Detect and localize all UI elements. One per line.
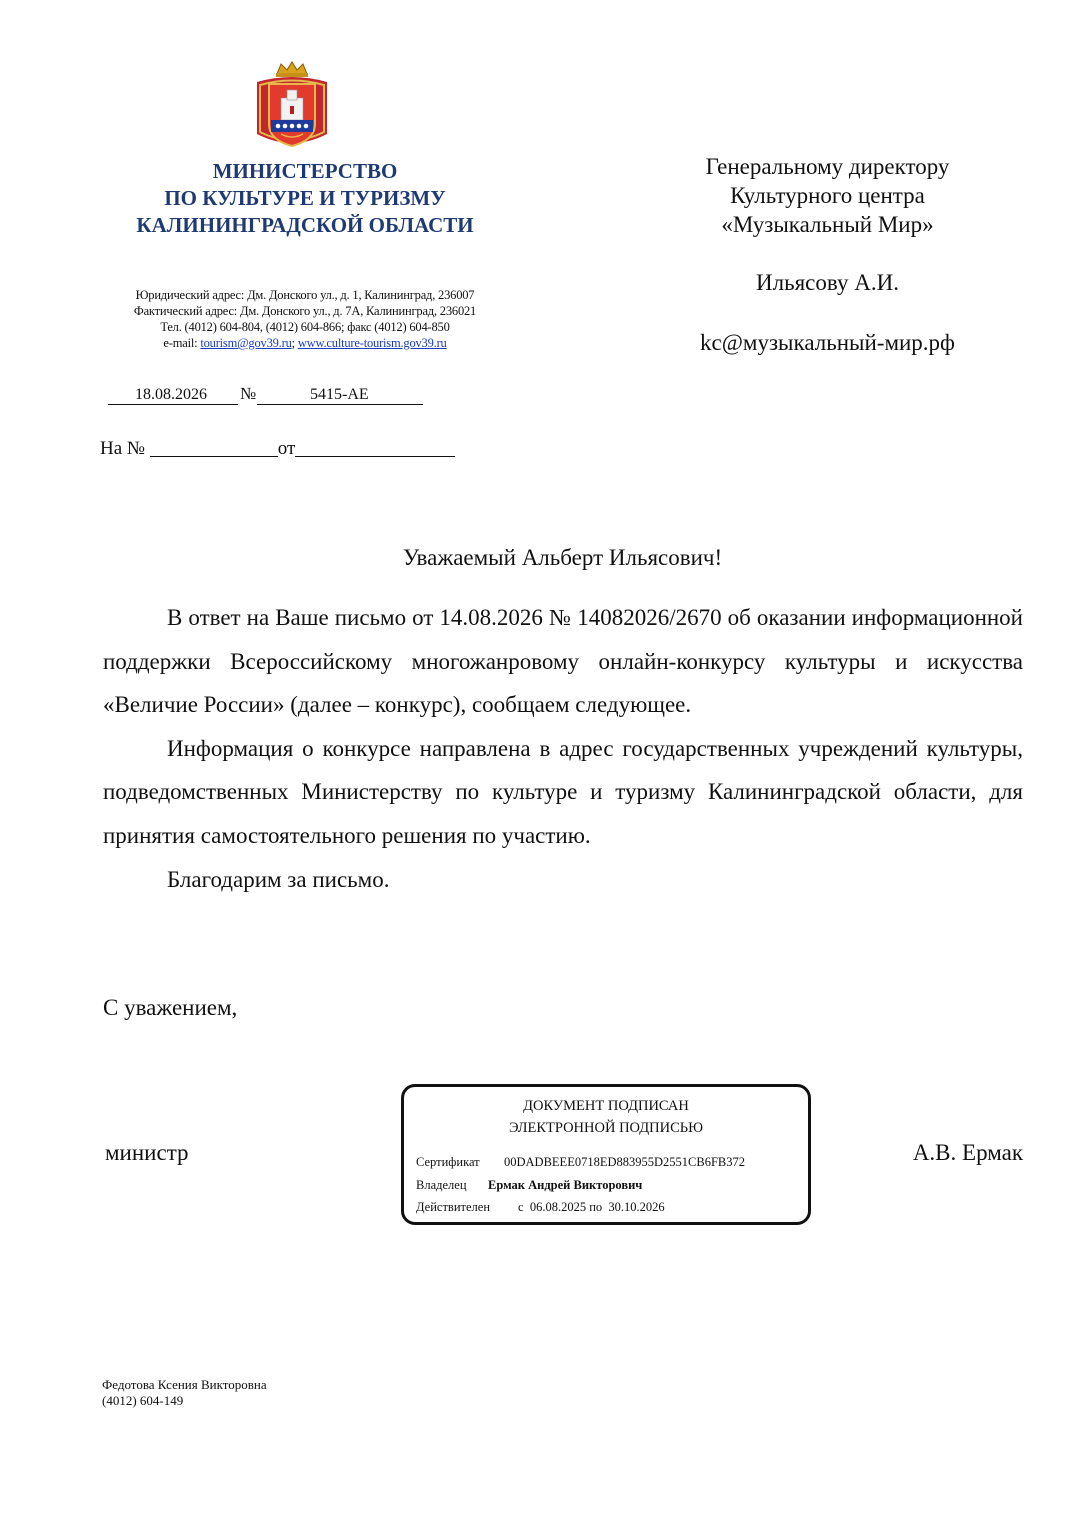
- ministry-title: [100, 158, 510, 239]
- stamp-title-2: ЭЛЕКТРОННОЙ ПОДПИСЬЮ: [508, 1120, 704, 1136]
- executor-name: Федотова Ксения Викторовна: [102, 1377, 267, 1392]
- validity-row: Действителен с 06.08.2025 по 30.10.2026: [416, 1200, 665, 1214]
- legal-address: Юридический адрес: Дм. Донского ул., д. 1, Калининград, 236007: [135, 288, 475, 302]
- certificate-row: Сертификат 00DADBEEE0718ED883955D2551CB6FB372: [416, 1155, 745, 1169]
- ministry-line-1: МИНИСТЕРСТВО: [212, 159, 398, 183]
- registration-number: 5415-АЕ: [310, 386, 369, 403]
- stamp-title-1: ДОКУМЕНТ ПОДПИСАН: [523, 1098, 689, 1114]
- addressee-line-2: Культурного центра: [730, 183, 925, 208]
- email-link[interactable]: tourism@gov39.ru: [200, 336, 292, 350]
- ministry-address: [100, 287, 510, 351]
- letter-body: [103, 596, 1023, 901]
- owner-name: Ермак Андрей Викторович: [488, 1178, 643, 1192]
- executor-phone: (4012) 604-149: [102, 1393, 184, 1408]
- addressee-name: Ильясову А.И.: [756, 270, 899, 295]
- paragraph: В ответ на Ваше письмо от 14.08.2026 № 14082026/2670 об оказании информационной поддержки Всероссийскому многожанровому онлайн-конкурсу культуры и искусства «Величие России» (далее – конкурс), сообщаем следующее.: [103, 605, 1023, 718]
- executor-info: [102, 1377, 267, 1409]
- greeting: Уважаемый Альберт Ильясович!: [402, 545, 723, 570]
- certificate-id: 00DADBEEE0718ED883955D2551CB6FB372: [504, 1155, 745, 1169]
- actual-address: Фактический адрес: Дм. Донского ул., д. 7А, Калининград, 236021: [133, 304, 477, 318]
- website-link[interactable]: www.culture-tourism.gov39.ru: [297, 336, 447, 350]
- registration-date: 18.08.2026: [135, 386, 207, 403]
- ministry-line-2: ПО КУЛЬТУРЕ И ТУРИЗМУ: [164, 186, 446, 210]
- number-sign: №: [240, 384, 257, 403]
- signer-name: А.В. Ермак: [912, 1140, 1023, 1165]
- coat-of-arms-icon: [251, 60, 333, 152]
- owner-row: Владелец Ермак Андрей Викторович: [416, 1178, 643, 1192]
- closing: С уважением,: [103, 995, 238, 1020]
- signer-role: министр: [105, 1140, 189, 1165]
- electronic-signature-stamp: [401, 1084, 811, 1225]
- addressee-email: kc@музыкальный-мир.рф: [700, 330, 955, 355]
- addressee-line-3: «Музыкальный Мир»: [721, 212, 934, 237]
- ministry-line-3: КАЛИНИНГРАДСКОЙ ОБЛАСТИ: [136, 213, 474, 237]
- addressee-line-1: Генеральному директору: [705, 154, 950, 179]
- contact-links: e-mail: tourism@gov39.ru; www.culture-tourism.gov39.ru: [163, 336, 447, 350]
- paragraph: Информация о конкурсе направлена в адрес государственных учреждений культуры, подведомственных Министерству по культуре и туризму Калининградской области, для принятия самостоятельного решения по участию.: [103, 735, 1023, 848]
- reply-reference: На № от: [100, 436, 455, 460]
- paragraph: Благодарим за письмо.: [167, 866, 390, 892]
- addressee-block: [660, 152, 995, 239]
- registration-line: [108, 384, 423, 406]
- phone-numbers: Тел. (4012) 604-804, (4012) 604-866; факс (4012) 604-850: [160, 320, 450, 334]
